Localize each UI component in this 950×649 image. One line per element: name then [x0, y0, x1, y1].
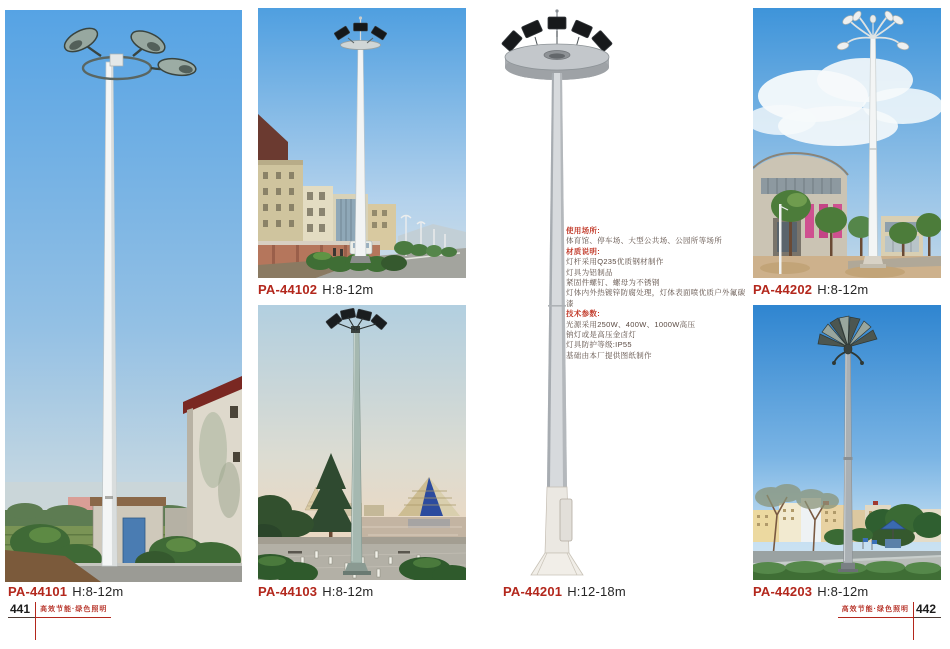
product-height: H:12-18m	[567, 584, 626, 599]
material-line: 灯体内外热镀锌防腐处理，灯体表面喷优质户外氟碳漆	[566, 288, 746, 308]
material-line: 灯杆采用Q235优质钢材制作	[566, 257, 664, 267]
photo-pa44101-graphic	[5, 10, 242, 582]
product-code: PA-44103	[258, 584, 318, 599]
product-code: PA-44202	[753, 282, 813, 297]
bench	[398, 551, 410, 554]
product-code: PA-44102	[258, 282, 318, 297]
material-line: 紧固件螺钉、螺母为不锈钢	[566, 278, 660, 288]
product-code: PA-44201	[503, 584, 563, 599]
usage-heading: 使用场所:	[566, 226, 600, 235]
product-height: H:8-12m	[817, 282, 869, 297]
material-line: 灯具为铝制品	[566, 267, 613, 277]
mast-pole	[547, 73, 567, 487]
footer-right	[838, 602, 941, 640]
bench	[288, 551, 302, 554]
tech-line: 钠灯或是高压金卤灯	[566, 330, 637, 340]
product-height: H:8-12m	[322, 282, 374, 297]
tech-heading: 技术参数:	[566, 309, 600, 319]
photo-pa44202-graphic	[753, 8, 941, 278]
tech-line: 基础由本厂提供图纸制作	[566, 350, 652, 360]
footer-slogan: 高效节能·绿色照明	[838, 602, 913, 618]
product-label-pa44201	[503, 584, 626, 599]
product-code: PA-44203	[753, 584, 813, 599]
product-photo-pa44203	[753, 305, 941, 580]
product-label-pa44202	[753, 282, 868, 297]
product-photo-pa44103	[258, 305, 466, 580]
photo-pa44203-graphic	[753, 305, 941, 580]
product-code: PA-44101	[8, 584, 68, 599]
footer-slogan: 高效节能·绿色照明	[36, 602, 111, 618]
spec-panel	[566, 226, 752, 361]
page-number-right: 442	[914, 602, 941, 618]
pedestrian	[333, 248, 336, 256]
footer-left	[8, 602, 111, 640]
product-height: H:8-12m	[72, 584, 124, 599]
product-photo-pa44102	[258, 8, 466, 278]
product-label-pa44103	[258, 584, 373, 599]
tech-line: 光源采用250W、400W、1000W高压	[566, 319, 696, 329]
material-heading: 材质说明:	[566, 246, 600, 256]
pedestrian	[340, 249, 343, 256]
product-photo-pa44101	[5, 10, 242, 582]
photo-pa44102-graphic	[258, 8, 466, 278]
product-label-pa44203	[753, 584, 868, 599]
product-label-pa44101	[8, 584, 123, 599]
tech-line: 灯具防护等级:IP55	[566, 340, 632, 350]
usage-text: 体育馆、停车场、大型公共场、公园所等场所	[566, 236, 722, 246]
photo-pa44103-graphic	[258, 305, 466, 580]
product-label-pa44102	[258, 282, 373, 297]
product-height: H:8-12m	[817, 584, 869, 599]
product-photo-pa44202	[753, 8, 941, 278]
page-number-left: 441	[8, 602, 35, 618]
product-height: H:8-12m	[322, 584, 374, 599]
pole-base	[531, 487, 583, 575]
